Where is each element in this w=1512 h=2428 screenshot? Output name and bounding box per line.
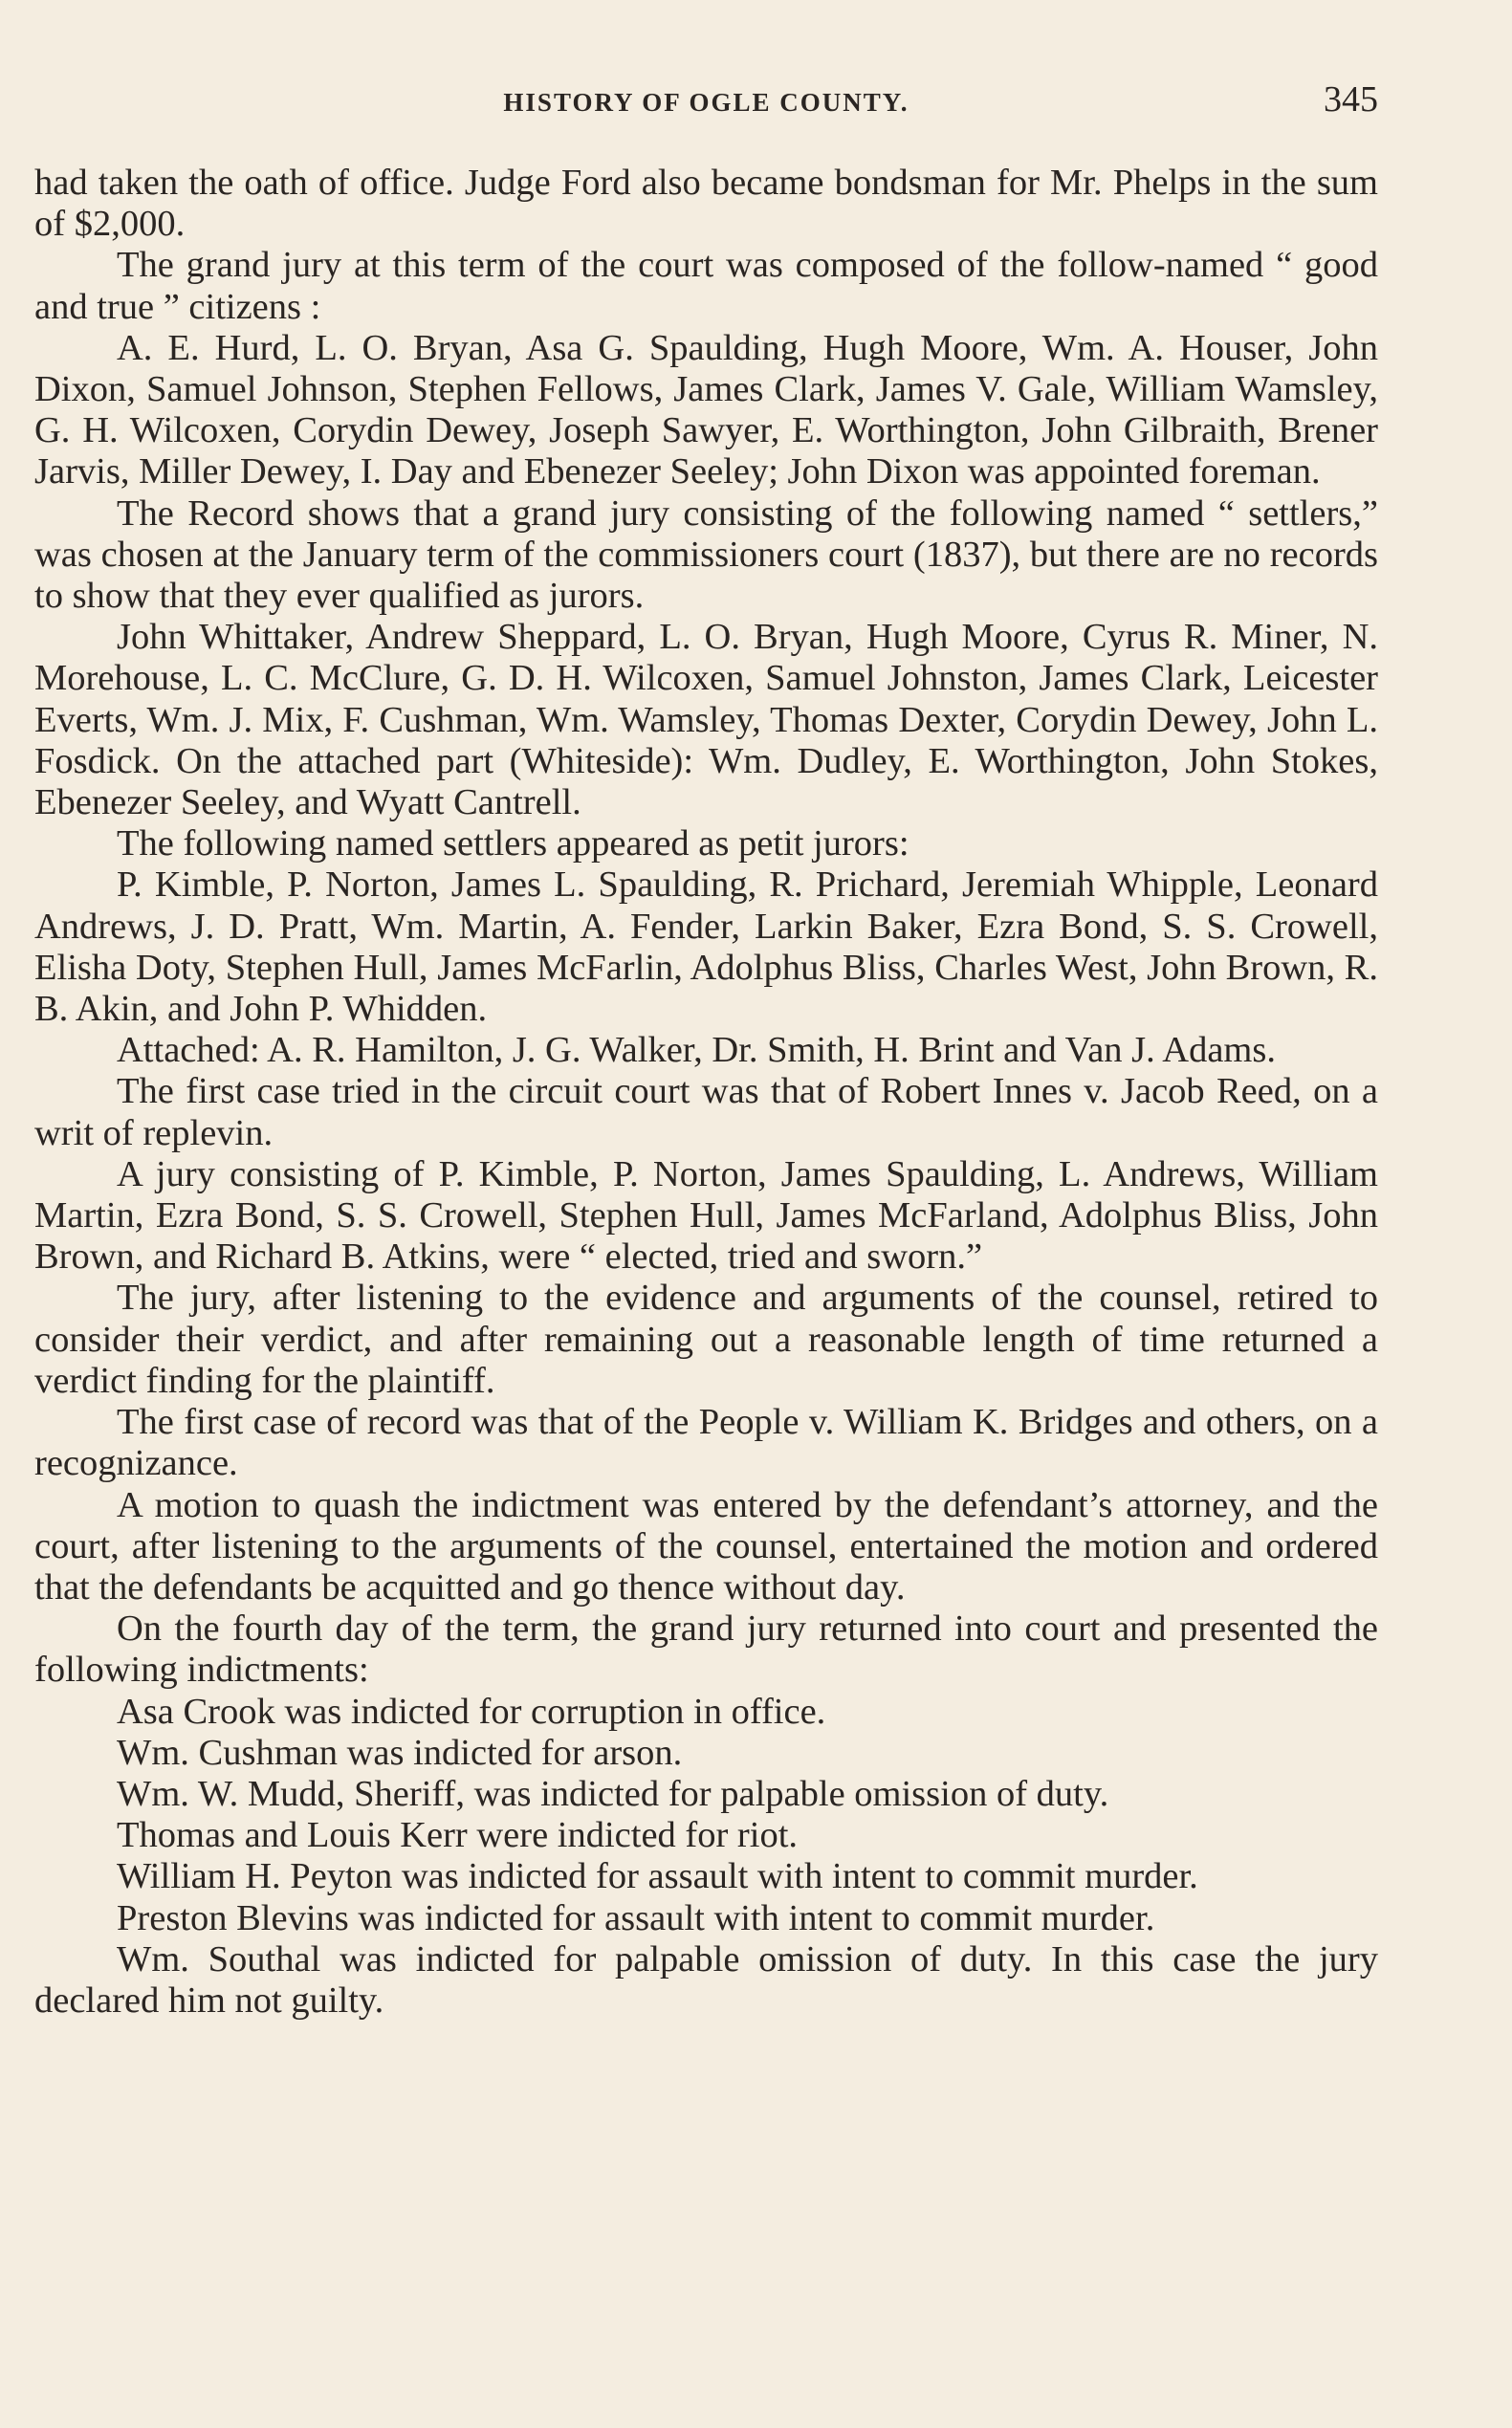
paragraph: A jury consisting of P. Kimble, P. Norton, James Spaulding, L. Andrews, William Martin, Ezra Bond, S. S. Crowell, Stephen Hull, James McFarland, Adolphus Bliss, John Brown, and Richard B. Atkins, were “ elected, tried and sworn.” (34, 1153, 1378, 1278)
paragraph: Wm. Cushman was indicted for arson. (117, 1732, 683, 1773)
paragraph: The Record shows that a grand jury consisting of the following named “ settlers,” was chosen at the January term of the commissioners court (1837), but there are no records to show that they ever qualified as jurors. (34, 492, 1378, 617)
paragraph: Preston Blevins was indicted for assault with intent to commit murder. (117, 1897, 1155, 1938)
paragraph: Asa Crook was indicted for corruption in office. (117, 1691, 826, 1732)
paragraph: Wm. W. Mudd, Sheriff, was indicted for palpable omission of duty. (117, 1773, 1109, 1814)
paragraph: William H. Peyton was indicted for assault with intent to commit murder. (117, 1856, 1198, 1897)
paragraph: had taken the oath of office. Judge Ford also became bondsman for Mr. Phelps in the sum of $2,000. (34, 163, 1378, 245)
paragraph: Wm. Southal was indicted for palpable omission of duty. In this case the jury declared him not guilty. (34, 1938, 1378, 2021)
paragraph: The first case of record was that of the People v. William K. Bridges and others, on a recognizance. (34, 1402, 1378, 1484)
paragraph: The following named settlers appeared as petit jurors: (117, 823, 909, 864)
paragraph: On the fourth day of the term, the grand jury returned into court and presented the following indictments: (34, 1608, 1378, 1691)
paragraph: The grand jury at this term of the court was composed of the follow-named “ good and true ” citizens : (34, 245, 1378, 327)
paragraph: The jury, after listening to the evidence and arguments of the counsel, retired to consider their verdict, and after remaining out a reasonable length of time returned a verdict finding for the plaintiff. (34, 1278, 1378, 1401)
paragraph: Attached: A. R. Hamilton, J. G. Walker, Dr. Smith, H. Brint and Van J. Adams. (117, 1030, 1276, 1071)
body-text (34, 163, 1378, 2022)
page-number: 345 (1324, 79, 1378, 120)
paragraph: A motion to quash the indictment was entered by the defendant’s attorney, and the court, after listening to the arguments of the counsel, entertained the motion and ordered that the defendants be acquitted and go thence without day. (34, 1484, 1378, 1608)
paragraph: A. E. Hurd, L. O. Bryan, Asa G. Spaulding, Hugh Moore, Wm. A. Houser, John Dixon, Samuel Johnson, Stephen Fellows, James Clark, James V. Gale, William Wamsley, G. H. Wilcoxen, Corydin Dewey, Joseph Sawyer, E. Worthington, John Gilbraith, Brener Jarvis, Miller Dewey, I. Day and Ebenezer Seeley; John Dixon was appointed foreman. (34, 327, 1378, 492)
paragraph: Thomas and Louis Kerr were indicted for riot. (117, 1815, 799, 1856)
running-head (34, 78, 1378, 126)
paragraph: P. Kimble, P. Norton, James L. Spaulding, R. Prichard, Jeremiah Whipple, Leonard Andrews, J. D. Pratt, Wm. Martin, A. Fender, Larkin Baker, Ezra Bond, S. S. Crowell, Elisha Doty, Stephen Hull, James McFarlin, Adolphus Bliss, Charles West, John Brown, R. B. Akin, and John P. Whidden. (34, 864, 1378, 1030)
paragraph: The first case tried in the circuit court was that of Robert Innes v. Jacob Reed, on a writ of replevin. (34, 1071, 1378, 1153)
running-title: HISTORY OF OGLE COUNTY. (503, 88, 909, 117)
paragraph: John Whittaker, Andrew Sheppard, L. O. Bryan, Hugh Moore, Cyrus R. Miner, N. Morehouse, L. C. McClure, G. D. H. Wilcoxen, Samuel Johnston, James Clark, Leicester Everts, Wm. J. Mix, F. Cushman, Wm. Wamsley, Thomas Dexter, Corydin Dewey, John L. Fosdick. On the attached part (Whiteside): Wm. Dudley, E. Worthington, John Stokes, Ebenezer Seeley, and Wyatt Cantrell. (34, 617, 1378, 823)
